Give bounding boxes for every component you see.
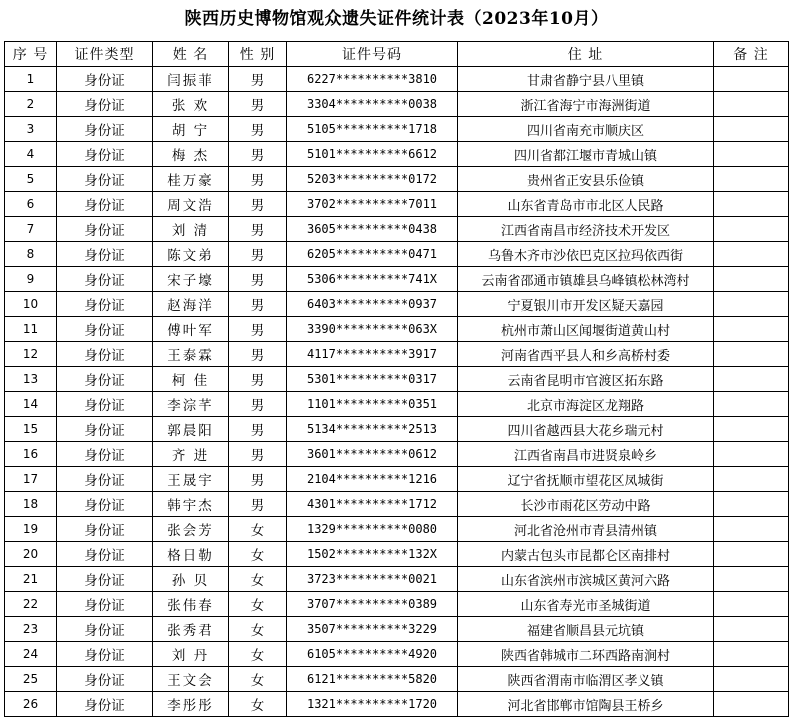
cell-doc-type: 身份证 <box>57 542 153 567</box>
cell-no: 12 <box>5 342 57 367</box>
cell-no: 3 <box>5 117 57 142</box>
cell-name: 胡 宁 <box>153 117 229 142</box>
cell-gender: 女 <box>229 517 287 542</box>
header-remark: 备 注 <box>714 42 789 67</box>
cell-address: 乌鲁木齐市沙依巴克区拉玛依西街 <box>458 242 714 267</box>
cell-no: 8 <box>5 242 57 267</box>
cell-gender: 男 <box>229 167 287 192</box>
table-row <box>5 92 789 117</box>
cell-address: 内蒙古包头市昆都仑区南排村 <box>458 542 714 567</box>
cell-remark <box>714 117 789 142</box>
cell-address: 河南省西平县人和乡高桥村委 <box>458 342 714 367</box>
cell-name: 刘 清 <box>153 217 229 242</box>
cell-name: 陈文弟 <box>153 242 229 267</box>
cell-address: 四川省越西县大花乡瑞元村 <box>458 417 714 442</box>
table-row <box>5 392 789 417</box>
cell-gender: 男 <box>229 342 287 367</box>
cell-name: 刘 丹 <box>153 642 229 667</box>
cell-name: 张秀君 <box>153 617 229 642</box>
cell-address: 河北省沧州市青县清州镇 <box>458 517 714 542</box>
table-row <box>5 167 789 192</box>
cell-name: 张 欢 <box>153 92 229 117</box>
cell-address: 河北省邯郸市馆陶县王桥乡 <box>458 692 714 717</box>
cell-id-number: 3601**********0612 <box>287 442 458 467</box>
cell-doc-type: 身份证 <box>57 517 153 542</box>
cell-id-number: 4117**********3917 <box>287 342 458 367</box>
cell-id-number: 5301**********0317 <box>287 367 458 392</box>
cell-no: 16 <box>5 442 57 467</box>
cell-name: 闫振菲 <box>153 67 229 92</box>
cell-id-number: 3507**********3229 <box>287 617 458 642</box>
table-row <box>5 142 789 167</box>
cell-remark <box>714 542 789 567</box>
cell-remark <box>714 392 789 417</box>
cell-doc-type: 身份证 <box>57 467 153 492</box>
cell-id-number: 6121**********5820 <box>287 667 458 692</box>
cell-doc-type: 身份证 <box>57 67 153 92</box>
table-row <box>5 292 789 317</box>
cell-no: 11 <box>5 317 57 342</box>
cell-doc-type: 身份证 <box>57 567 153 592</box>
table-row <box>5 67 789 92</box>
cell-doc-type: 身份证 <box>57 242 153 267</box>
cell-gender: 女 <box>229 667 287 692</box>
cell-remark <box>714 442 789 467</box>
cell-gender: 女 <box>229 542 287 567</box>
cell-name: 柯 佳 <box>153 367 229 392</box>
header-id-number: 证件号码 <box>287 42 458 67</box>
table-row <box>5 692 789 717</box>
cell-doc-type: 身份证 <box>57 92 153 117</box>
cell-doc-type: 身份证 <box>57 217 153 242</box>
cell-name: 王文会 <box>153 667 229 692</box>
cell-address: 陕西省渭南市临渭区孝义镇 <box>458 667 714 692</box>
cell-remark <box>714 217 789 242</box>
cell-id-number: 3304**********0038 <box>287 92 458 117</box>
cell-remark <box>714 342 789 367</box>
cell-address: 江西省南昌市进贤泉岭乡 <box>458 442 714 467</box>
cell-gender: 男 <box>229 217 287 242</box>
table-row <box>5 642 789 667</box>
cell-no: 19 <box>5 517 57 542</box>
table-row <box>5 242 789 267</box>
cell-name: 梅 杰 <box>153 142 229 167</box>
cell-id-number: 6403**********0937 <box>287 292 458 317</box>
cell-name: 韩宇杰 <box>153 492 229 517</box>
cell-doc-type: 身份证 <box>57 492 153 517</box>
cell-id-number: 1101**********0351 <box>287 392 458 417</box>
cell-id-number: 4301**********1712 <box>287 492 458 517</box>
table-row <box>5 442 789 467</box>
cell-doc-type: 身份证 <box>57 317 153 342</box>
cell-address: 陕西省韩城市二环西路南涧村 <box>458 642 714 667</box>
cell-remark <box>714 67 789 92</box>
cell-doc-type: 身份证 <box>57 267 153 292</box>
header-gender: 性 别 <box>229 42 287 67</box>
cell-remark <box>714 192 789 217</box>
cell-doc-type: 身份证 <box>57 667 153 692</box>
cell-name: 格日勒 <box>153 542 229 567</box>
cell-address: 四川省都江堰市青城山镇 <box>458 142 714 167</box>
table-row <box>5 117 789 142</box>
cell-address: 辽宁省抚顺市望花区凤城街 <box>458 467 714 492</box>
cell-remark <box>714 617 789 642</box>
table-row <box>5 467 789 492</box>
table-row <box>5 342 789 367</box>
cell-doc-type: 身份证 <box>57 642 153 667</box>
cell-doc-type: 身份证 <box>57 392 153 417</box>
cell-remark <box>714 567 789 592</box>
cell-gender: 男 <box>229 117 287 142</box>
cell-no: 20 <box>5 542 57 567</box>
cell-no: 5 <box>5 167 57 192</box>
cell-address: 甘肃省静宁县八里镇 <box>458 67 714 92</box>
cell-no: 7 <box>5 217 57 242</box>
cell-id-number: 1321**********1720 <box>287 692 458 717</box>
table-header <box>5 42 789 67</box>
cell-name: 宋子壕 <box>153 267 229 292</box>
cell-name: 王晟宇 <box>153 467 229 492</box>
cell-name: 傅叶军 <box>153 317 229 342</box>
cell-id-number: 3707**********0389 <box>287 592 458 617</box>
cell-address: 云南省邵通市镇雄县乌峰镇松林湾村 <box>458 267 714 292</box>
cell-remark <box>714 317 789 342</box>
cell-gender: 男 <box>229 392 287 417</box>
cell-remark <box>714 642 789 667</box>
table-row <box>5 542 789 567</box>
table-row <box>5 267 789 292</box>
cell-gender: 男 <box>229 467 287 492</box>
cell-id-number: 2104**********1216 <box>287 467 458 492</box>
cell-remark <box>714 592 789 617</box>
cell-remark <box>714 492 789 517</box>
cell-id-number: 5105**********1718 <box>287 117 458 142</box>
cell-doc-type: 身份证 <box>57 142 153 167</box>
cell-address: 北京市海淀区龙翔路 <box>458 392 714 417</box>
cell-name: 张会芳 <box>153 517 229 542</box>
cell-gender: 男 <box>229 417 287 442</box>
table-row <box>5 592 789 617</box>
table-row <box>5 217 789 242</box>
cell-remark <box>714 467 789 492</box>
cell-remark <box>714 417 789 442</box>
cell-doc-type: 身份证 <box>57 192 153 217</box>
cell-gender: 男 <box>229 67 287 92</box>
cell-name: 孙 贝 <box>153 567 229 592</box>
cell-doc-type: 身份证 <box>57 292 153 317</box>
cell-no: 13 <box>5 367 57 392</box>
cell-gender: 男 <box>229 192 287 217</box>
cell-id-number: 6205**********0471 <box>287 242 458 267</box>
cell-no: 21 <box>5 567 57 592</box>
cell-name: 赵海洋 <box>153 292 229 317</box>
cell-name: 李淙芊 <box>153 392 229 417</box>
cell-doc-type: 身份证 <box>57 367 153 392</box>
cell-no: 10 <box>5 292 57 317</box>
cell-no: 26 <box>5 692 57 717</box>
cell-remark <box>714 367 789 392</box>
cell-remark <box>714 267 789 292</box>
cell-id-number: 1329**********0080 <box>287 517 458 542</box>
cell-no: 9 <box>5 267 57 292</box>
table-row <box>5 517 789 542</box>
cell-address: 山东省滨州市滨城区黄河六路 <box>458 567 714 592</box>
cell-gender: 男 <box>229 142 287 167</box>
page-title: 陕西历史博物馆观众遗失证件统计表（2023年10月） <box>184 9 609 29</box>
cell-no: 25 <box>5 667 57 692</box>
header-row <box>5 42 789 67</box>
cell-name: 王泰霖 <box>153 342 229 367</box>
cell-no: 24 <box>5 642 57 667</box>
cell-address: 江西省南昌市经济技术开发区 <box>458 217 714 242</box>
cell-gender: 女 <box>229 617 287 642</box>
cell-doc-type: 身份证 <box>57 592 153 617</box>
cell-id-number: 5101**********6612 <box>287 142 458 167</box>
cell-doc-type: 身份证 <box>57 117 153 142</box>
cell-address: 山东省青岛市市北区人民路 <box>458 192 714 217</box>
cell-gender: 男 <box>229 92 287 117</box>
cell-id-number: 3605**********0438 <box>287 217 458 242</box>
cell-address: 贵州省正安县乐俭镇 <box>458 167 714 192</box>
cell-no: 23 <box>5 617 57 642</box>
header-address: 住 址 <box>458 42 714 67</box>
cell-no: 4 <box>5 142 57 167</box>
cell-no: 15 <box>5 417 57 442</box>
cell-gender: 男 <box>229 492 287 517</box>
cell-id-number: 5306**********741X <box>287 267 458 292</box>
cell-remark <box>714 92 789 117</box>
cell-remark <box>714 292 789 317</box>
cell-gender: 女 <box>229 692 287 717</box>
header-no: 序 号 <box>5 42 57 67</box>
cell-address: 杭州市萧山区闻堰街道黄山村 <box>458 317 714 342</box>
cell-no: 14 <box>5 392 57 417</box>
cell-address: 宁夏银川市开发区疑天嘉园 <box>458 292 714 317</box>
cell-name: 齐 进 <box>153 442 229 467</box>
cell-gender: 女 <box>229 592 287 617</box>
cell-remark <box>714 667 789 692</box>
header-doc-type: 证件类型 <box>57 42 153 67</box>
cell-remark <box>714 142 789 167</box>
cell-id-number: 3390**********063X <box>287 317 458 342</box>
cell-address: 浙江省海宁市海洲街道 <box>458 92 714 117</box>
table-row <box>5 492 789 517</box>
cell-doc-type: 身份证 <box>57 442 153 467</box>
cell-id-number: 5134**********2513 <box>287 417 458 442</box>
cell-name: 郭晨阳 <box>153 417 229 442</box>
cell-id-number: 6105**********4920 <box>287 642 458 667</box>
cell-id-number: 3702**********7011 <box>287 192 458 217</box>
table-body <box>5 67 789 717</box>
cell-no: 2 <box>5 92 57 117</box>
lost-documents-table <box>4 41 789 717</box>
cell-gender: 男 <box>229 292 287 317</box>
cell-remark <box>714 517 789 542</box>
cell-doc-type: 身份证 <box>57 342 153 367</box>
cell-doc-type: 身份证 <box>57 617 153 642</box>
cell-name: 李彤彤 <box>153 692 229 717</box>
cell-remark <box>714 692 789 717</box>
cell-id-number: 1502**********132X <box>287 542 458 567</box>
cell-id-number: 6227**********3810 <box>287 67 458 92</box>
cell-address: 长沙市雨花区劳动中路 <box>458 492 714 517</box>
cell-doc-type: 身份证 <box>57 417 153 442</box>
cell-gender: 女 <box>229 567 287 592</box>
header-name: 姓 名 <box>153 42 229 67</box>
cell-name: 张伟春 <box>153 592 229 617</box>
cell-no: 17 <box>5 467 57 492</box>
cell-id-number: 3723**********0021 <box>287 567 458 592</box>
cell-address: 四川省南充市顺庆区 <box>458 117 714 142</box>
cell-remark <box>714 167 789 192</box>
cell-doc-type: 身份证 <box>57 167 153 192</box>
cell-gender: 男 <box>229 242 287 267</box>
cell-address: 山东省寿光市圣城街道 <box>458 592 714 617</box>
cell-name: 周文浩 <box>153 192 229 217</box>
cell-gender: 男 <box>229 442 287 467</box>
cell-doc-type: 身份证 <box>57 692 153 717</box>
table-row <box>5 667 789 692</box>
cell-gender: 男 <box>229 317 287 342</box>
cell-gender: 男 <box>229 367 287 392</box>
table-row <box>5 417 789 442</box>
cell-gender: 女 <box>229 642 287 667</box>
cell-address: 云南省昆明市官渡区拓东路 <box>458 367 714 392</box>
cell-gender: 男 <box>229 267 287 292</box>
table-row <box>5 617 789 642</box>
cell-no: 1 <box>5 67 57 92</box>
cell-no: 6 <box>5 192 57 217</box>
cell-address: 福建省顺昌县元坑镇 <box>458 617 714 642</box>
cell-remark <box>714 242 789 267</box>
table-row <box>5 317 789 342</box>
cell-id-number: 5203**********0172 <box>287 167 458 192</box>
cell-name: 桂万豪 <box>153 167 229 192</box>
table-row <box>5 367 789 392</box>
cell-no: 22 <box>5 592 57 617</box>
table-row <box>5 567 789 592</box>
table-row <box>5 192 789 217</box>
cell-no: 18 <box>5 492 57 517</box>
